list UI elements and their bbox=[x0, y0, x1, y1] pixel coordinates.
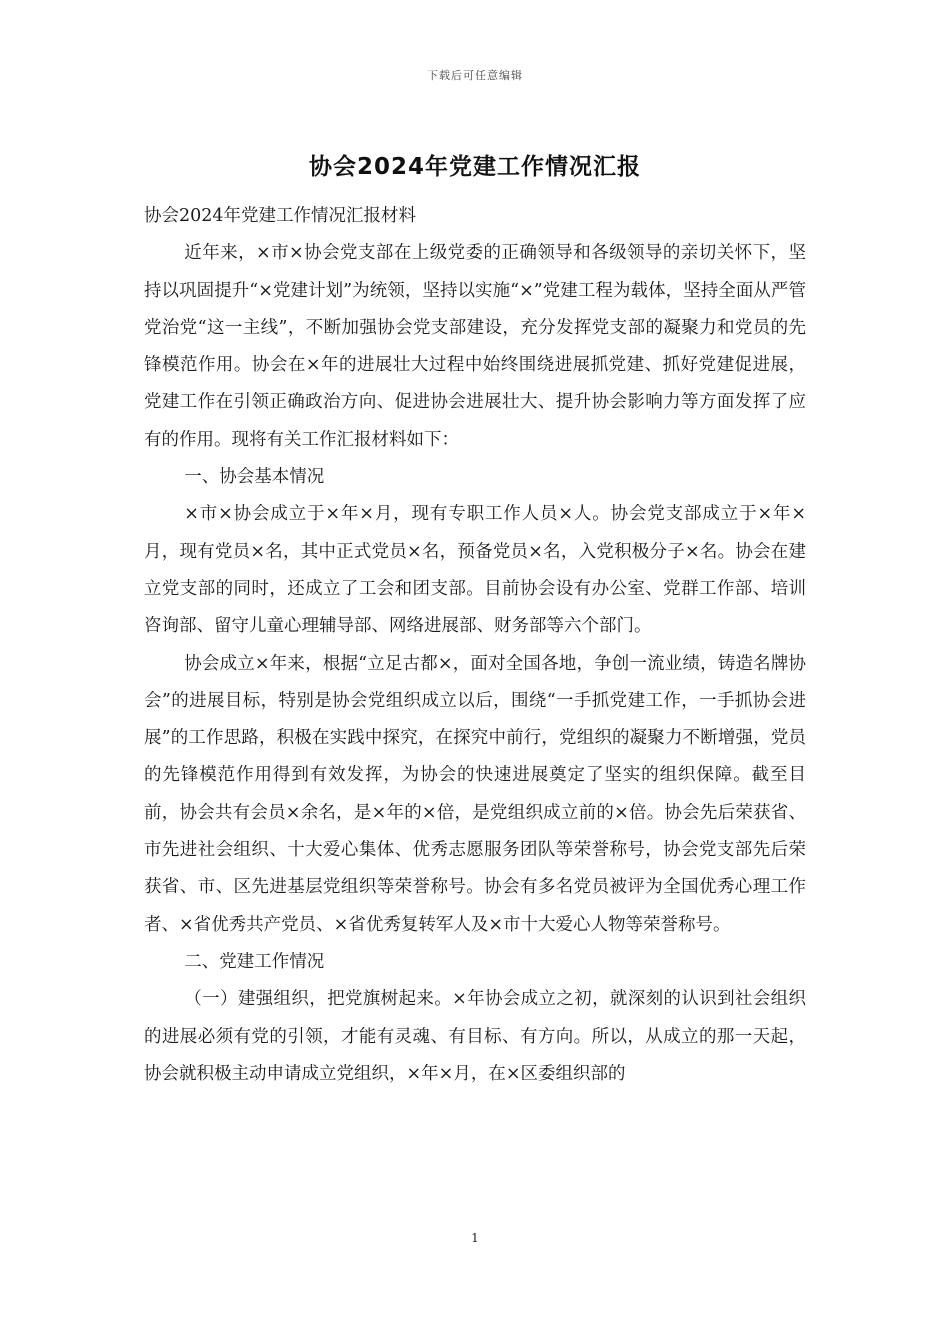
body-paragraph: （一）建强组织，把党旗树起来。×年协会成立之初，就深刻的认识到社会组织的进展必须有党的引领，才能有灵魂、有目标、有方向。所以，从成立的那一天起，协会就积极主动申请成立党组织，×年×月，在×区委组织部的 bbox=[144, 989, 806, 1084]
subtitle-paragraph: 协会2024年党建工作情况汇报材料 bbox=[144, 206, 417, 226]
body-paragraph: 协会成立×年来，根据“立足古都×，面对全国各地，争创一流业绩，铸造名牌协会”的进展目标，特别是协会党组织成立以后，围绕“一手抓党建工作，一手抓协会进展”的工作思路，积极在实践中探究，在探究中前行，党组织的凝聚力不断增强，党员的先锋模范作用得到有效发挥，为协会的快速进展奠定了坚实的组织保障。截至目前，协会共有会员×余名，是×年的×倍，是党组织成立前的×倍。协会先后荣获省、市先进社会组织、十大爱心集体、优秀志愿服务团队等荣誉称号，协会党支部先后荣获省、市、区先进基层党组织等荣誉称号。协会有多名党员被评为全国优秀心理工作者、×省优秀共产党员、×省优秀复转军人及×市十大爱心人物等荣誉称号。 bbox=[144, 653, 806, 935]
page-number: 1 bbox=[471, 1231, 479, 1245]
document-title: 协会2024年党建工作情况汇报 bbox=[308, 154, 641, 180]
body-paragraph: ×市×协会成立于×年×月，现有专职工作人员×人。协会党支部成立于×年×月，现有党员×名，其中正式党员×名，预备党员×名，入党积极分子×名。协会在建立党支部的同时，还成立了工会和团支部。目前协会设有办公室、党群工作部、培训咨询部、留守儿童心理辅导部、网络进展部、财务部等六个部门。 bbox=[144, 504, 806, 637]
intro-paragraph: 近年来，×市×协会党支部在上级党委的正确领导和各级领导的亲切关怀下，坚持以巩固提升“×党建计划”为统领，坚持以实施“×”党建工程为载体，坚持全面从严管党治党“这一主线”，不断加强协会党支部建设，充分发挥党支部的凝聚力和党员的先锋模范作用。协会在×年的进展壮大过程中始终围绕进展抓党建、抓好党建促进展，党建工作在引领正确政治方向、促进协会进展壮大、提升协会影响力等方面发挥了应有的作用。现将有关工作汇报材料如下： bbox=[144, 243, 806, 450]
section-heading-2: 二、党建工作情况 bbox=[184, 951, 325, 972]
section-heading-1: 一、协会基本情况 bbox=[184, 467, 325, 488]
document-body bbox=[144, 198, 806, 1093]
header-note: 下载后可任意编辑 bbox=[427, 69, 523, 82]
